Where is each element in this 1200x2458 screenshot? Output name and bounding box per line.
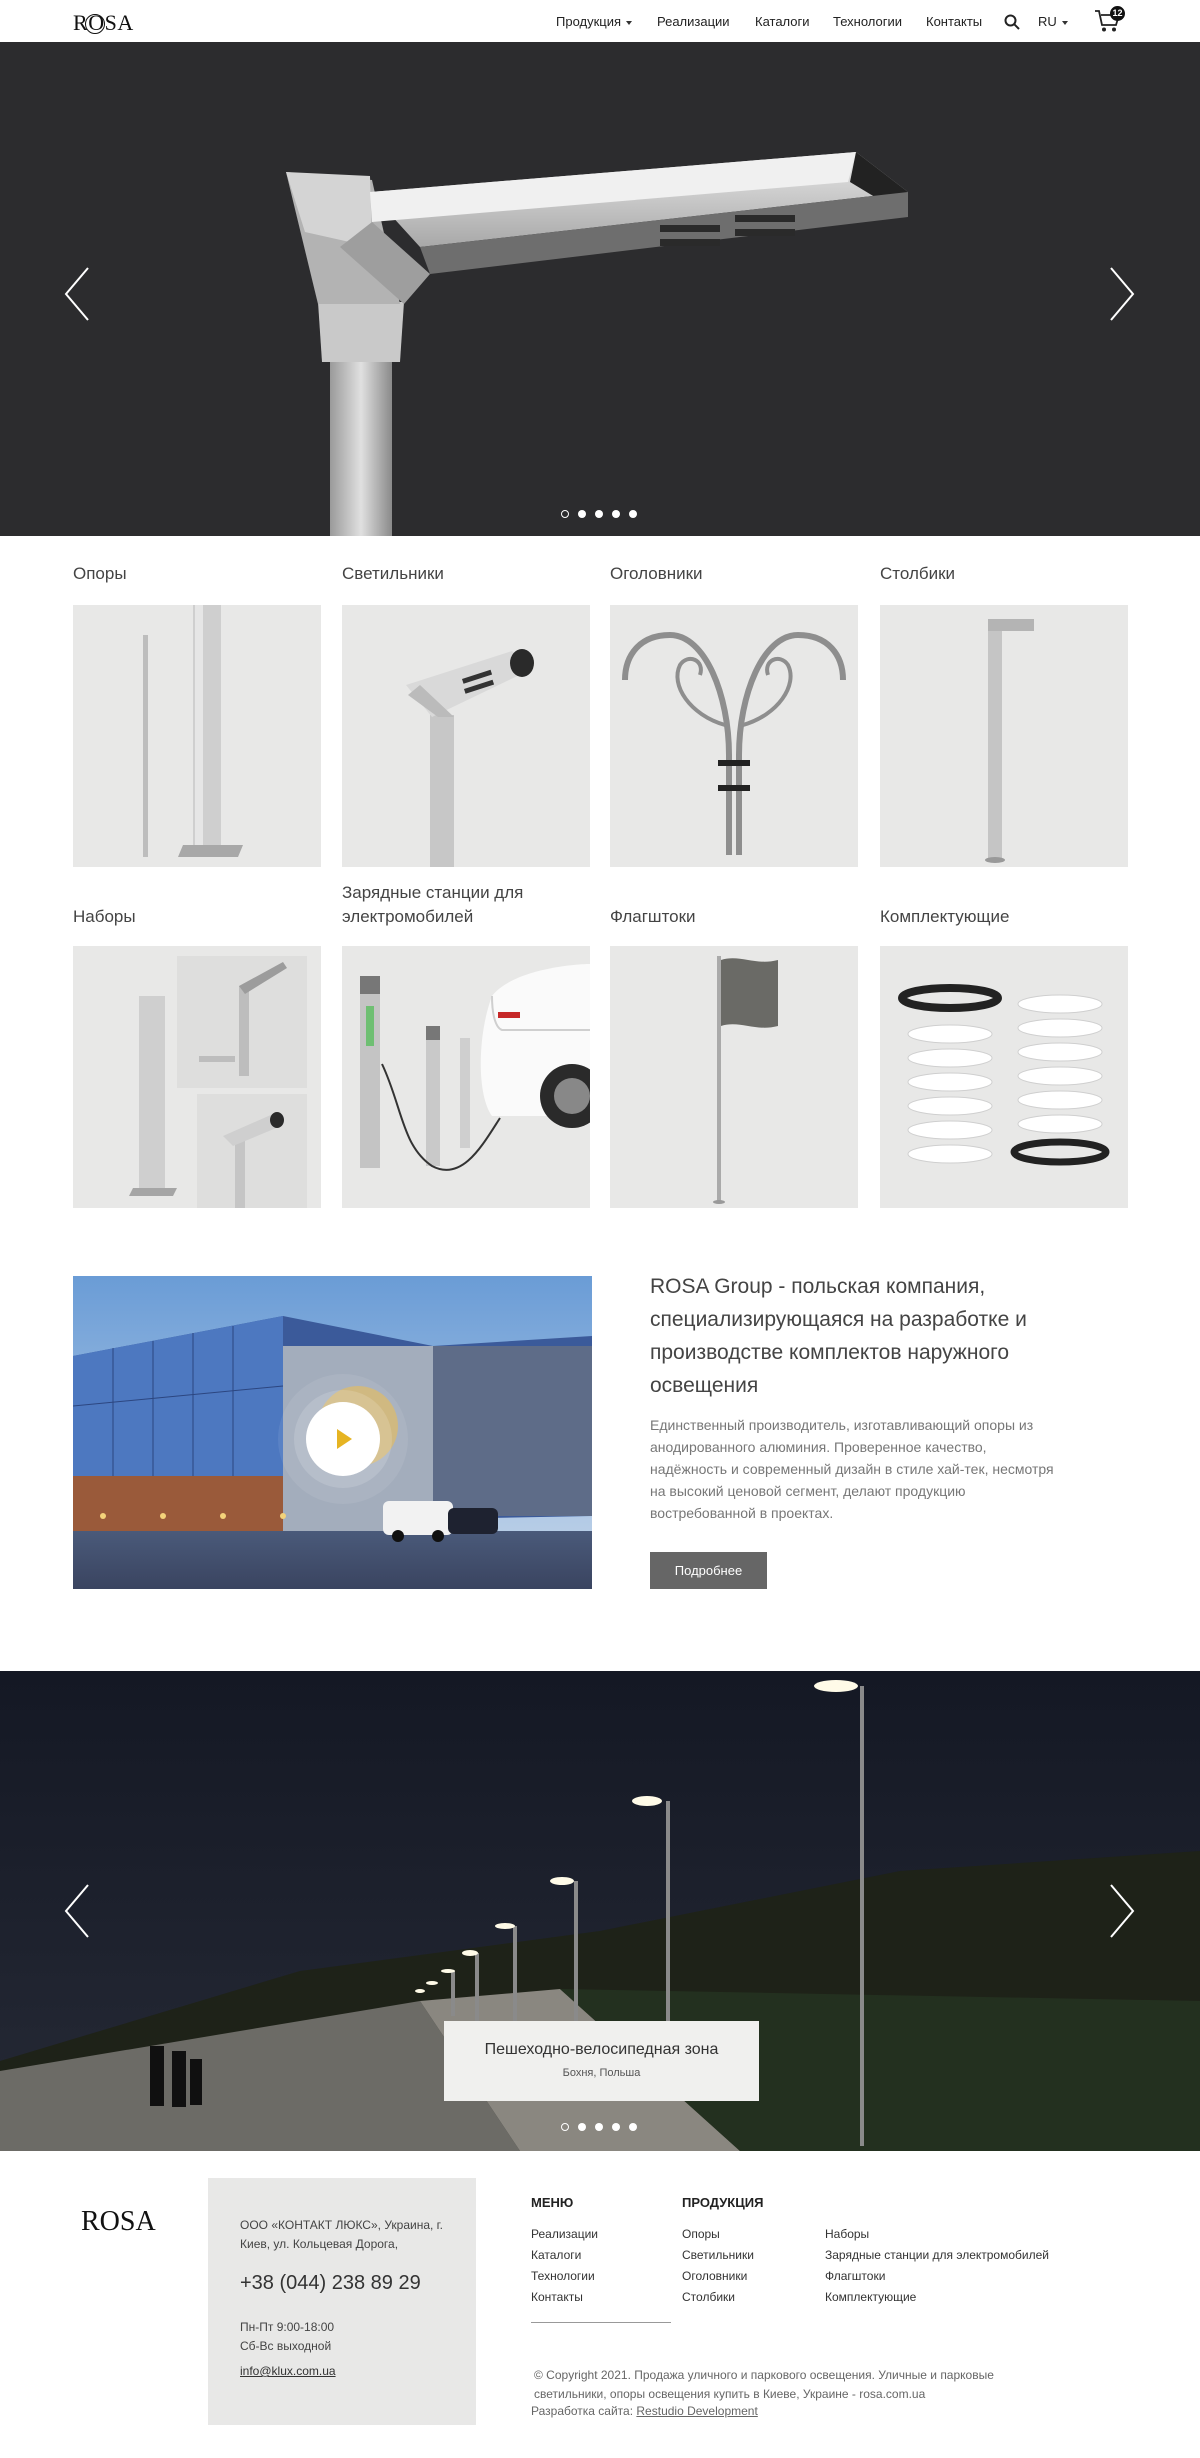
components-image — [880, 946, 1128, 1208]
category-tile-ev-chargers[interactable] — [342, 946, 590, 1208]
footer-menu-item[interactable]: Технологии — [531, 2269, 595, 2283]
category-tile-luminaires[interactable] — [342, 605, 590, 867]
hours-weekday: Пн-Пт 9:00-18:00 — [240, 2320, 335, 2334]
category-title-bollards[interactable]: Столбики — [880, 564, 956, 583]
footer-product-item[interactable]: Оголовники — [682, 2269, 748, 2283]
chevron-down-icon — [1062, 21, 1068, 25]
footer-logo[interactable]: ROSA — [81, 2206, 156, 2237]
street-lamp-image — [0, 42, 1200, 536]
chevron-down-icon — [626, 21, 632, 25]
footer-product-item[interactable]: Комплектующие — [825, 2290, 917, 2304]
about-description: Единственный производитель, изготавливающий опоры из анодированного алюминия. Проверенное качество, надёжность и современный дизайн в стиле хай-тек, несмотря на высокий ценовой сегмент, делают продукцию востребованной в проектах. — [650, 1417, 1054, 1521]
category-tile-poles[interactable] — [73, 605, 321, 867]
bollard-image — [880, 605, 1128, 867]
project-location: Бохня, Польша — [562, 2067, 641, 2079]
projects-pagination — [561, 2123, 637, 2131]
site-header — [0, 0, 1200, 42]
poles-image — [73, 605, 321, 867]
footer-divider — [531, 2322, 671, 2323]
hero-dot-1[interactable] — [561, 510, 569, 518]
developer-link[interactable]: Restudio Development — [636, 2404, 758, 2418]
footer-product-item[interactable]: Наборы — [825, 2227, 870, 2241]
projects-dot-4[interactable] — [612, 2123, 620, 2131]
category-tile-bollards[interactable] — [880, 605, 1128, 867]
category-title-poles[interactable]: Опоры — [73, 564, 127, 583]
category-tile-components[interactable] — [880, 946, 1128, 1208]
working-hours — [240, 2318, 334, 2356]
footer-products-title: ПРОДУКЦИЯ — [682, 2195, 764, 2210]
hero-dot-4[interactable] — [612, 510, 620, 518]
projects-dot-1[interactable] — [561, 2123, 569, 2131]
category-tile-brackets[interactable] — [610, 605, 858, 867]
sets-image — [73, 946, 321, 1208]
email-link[interactable]: info@klux.com.ua — [240, 2364, 336, 2378]
nav-products[interactable] — [556, 14, 632, 29]
cart-count-badge: 12 — [1110, 6, 1125, 21]
ev-charger-image — [342, 946, 590, 1208]
project-caption[interactable] — [444, 2021, 759, 2101]
company-video[interactable] — [73, 1276, 592, 1589]
category-tile-flagpoles[interactable] — [610, 946, 858, 1208]
category-title-components[interactable]: Комплектующие — [880, 907, 1010, 926]
nav-catalogs[interactable]: Каталоги — [755, 14, 810, 29]
footer-product-item[interactable]: Опоры — [682, 2227, 720, 2241]
logo-text-r: R — [73, 10, 89, 35]
logo-text-sa: SA — [104, 10, 134, 35]
developer-label: Разработка сайта: — [531, 2404, 634, 2418]
projects-slider — [0, 1671, 1200, 2151]
about-title: ROSA Group - польская компания, специализирующаяся на разработке и производстве комплектов наружного освещения — [650, 1275, 1027, 1397]
hero-pagination — [561, 510, 637, 518]
luminaire-image — [342, 605, 590, 867]
footer-product-item[interactable]: Столбики — [682, 2290, 735, 2304]
copyright-text: © Copyright 2021. Продажа уличного и паркового освещения. Уличные и парковые светильники, опоры освещения купить в Киеве, Украине - rosa.com.ua — [534, 2368, 994, 2401]
hero-slider — [0, 42, 1200, 536]
hero-dot-5[interactable] — [629, 510, 637, 518]
footer-product-item[interactable]: Флагштоки — [825, 2269, 886, 2283]
language-selector[interactable] — [1038, 14, 1068, 29]
play-icon[interactable] — [306, 1402, 380, 1476]
footer-product-item[interactable]: Зарядные станции для электромобилей — [825, 2248, 1049, 2262]
footer-menu-title: МЕНЮ — [531, 2195, 574, 2210]
footer-menu-item[interactable]: Реализации — [531, 2227, 598, 2241]
category-title-ev-chargers[interactable]: Зарядные станции для электромобилей — [342, 883, 524, 926]
language-label: RU — [1038, 14, 1057, 29]
projects-prev-arrow-icon[interactable] — [62, 1881, 92, 1941]
projects-dot-3[interactable] — [595, 2123, 603, 2131]
nav-contacts[interactable]: Контакты — [926, 14, 983, 29]
nav-technologies[interactable]: Технологии — [833, 14, 903, 29]
flagpole-image — [610, 946, 858, 1208]
projects-next-arrow-icon[interactable] — [1107, 1881, 1137, 1941]
footer-menu-item[interactable]: Контакты — [531, 2290, 583, 2304]
logo-text-o: O — [88, 10, 105, 35]
more-button[interactable]: Подробнее — [650, 1552, 767, 1589]
projects-dot-2[interactable] — [578, 2123, 586, 2131]
contact-box — [208, 2178, 476, 2425]
rosa-logo[interactable] — [73, 10, 134, 36]
category-title-flagpoles[interactable]: Флагштоки — [610, 907, 696, 926]
nav-realizations[interactable]: Реализации — [657, 14, 730, 29]
nav-products-label: Продукция — [556, 14, 622, 29]
category-title-sets[interactable]: Наборы — [73, 907, 136, 926]
search-icon[interactable] — [1004, 14, 1020, 30]
developer-credit — [531, 2404, 758, 2418]
hero-next-arrow-icon[interactable] — [1107, 264, 1137, 324]
projects-dot-5[interactable] — [629, 2123, 637, 2131]
hours-weekend: Сб-Вс выходной — [240, 2339, 332, 2353]
footer-product-item[interactable]: Светильники — [682, 2248, 754, 2262]
phone-number[interactable]: +38 (044) 238 89 29 — [240, 2272, 421, 2294]
bracket-image — [610, 605, 858, 867]
category-title-luminaires[interactable]: Светильники — [342, 564, 444, 583]
hero-prev-arrow-icon[interactable] — [62, 264, 92, 324]
category-tile-sets[interactable] — [73, 946, 321, 1208]
company-address: ООО «КОНТАКТ ЛЮКС», Украина, г. Киев, ул. Кольцевая Дорога, — [240, 2218, 443, 2251]
hero-dot-3[interactable] — [595, 510, 603, 518]
hero-dot-2[interactable] — [578, 510, 586, 518]
project-name: Пешеходно-велосипедная зона — [484, 2041, 719, 2058]
category-title-brackets[interactable]: Оголовники — [610, 564, 703, 583]
footer-menu-item[interactable]: Каталоги — [531, 2248, 582, 2262]
